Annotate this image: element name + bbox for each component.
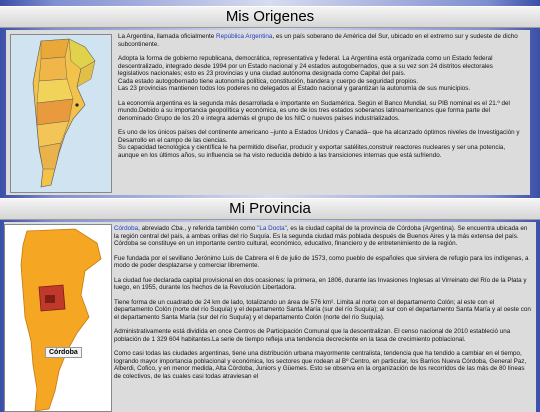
paragraph: Adopta la forma de gobierno republicana, democrática, representativa y federal. La Argentina está organizada como un Estado federal descentralizado, integrado desde 1994 por un Estado nacional y 24 estados autogobernados, que a su vez son 24 distritos electorales legislativos nacionales; esto es 23 provincias y una ciudad autónoma designada como Capital del país.	[118, 55, 493, 77]
text-span: , es la ciudad capital de la provincia de Córdoba (Argentina). Se encuentra ubicada en la región central del país, a ambas orillas del río Suquía. Es la segunda ciudad más poblada después de Buenos Aires y la más extensa del país. Córdoba se constituye en un importante centro cultural, económico, educativo, financiero y de entretenimiento de la región.	[114, 225, 528, 247]
origenes-text	[118, 33, 524, 159]
paragraph: Cada estado autogobernado tiene autonomía política, constitución, bandera y cuerpo de seguridad propios.	[118, 77, 419, 85]
cordoba-link[interactable]: Córdoba	[114, 225, 139, 232]
paragraph: Administrativamente está dividida en once Centros de Participación Comunal que la descentralizan. El censo nacional de 2010 estableció una población de 1 329 604 habitantes.La serie de tiempo refleja una tendencia decreciente en la tasa de crecimiento poblacional.	[114, 328, 511, 343]
provincia-text	[114, 225, 532, 387]
section-title: Mi Provincia	[229, 200, 311, 217]
section-title: Mis Origenes	[225, 8, 315, 25]
paragraph: Su capacidad tecnológica y científica le ha permitido diseñar, producir y exportar satélites,construir reactores nucleares y ser una potencia, aunque en los últimos años, su influencia se ha visto reducida debido a las transiciones internas que está sufriendo.	[118, 144, 506, 159]
paragraph: Fue fundada por el sevillano Jerónimo Luis de Cabrera el 6 de julio de 1573, como pueblo de españoles que sirviera de refugio para los indígenas, a modo de poder desplazarse y comerciar libremente.	[114, 254, 529, 269]
argentina-cordoba-map	[5, 225, 111, 411]
paragraph	[114, 225, 532, 248]
cordoba-map-label: Córdoba	[45, 347, 82, 358]
argentina-provinces-map	[11, 35, 111, 192]
paragraph: Las 23 provincias mantienen todos los poderes no delegados al Estado nacional y garantizan la autonomía de sus municipios.	[118, 85, 471, 92]
origenes-panel	[6, 30, 530, 195]
section-header-provincia	[0, 198, 540, 220]
paragraph: La ciudad fue declarada capital provisional en dos ocasiones: la primera, en 1806, durante las Invasiones Inglesas al Virreinato del Río de la Plata y luego, en 1955, durante los hechos de la Revolución Libertadora.	[114, 276, 527, 291]
cordoba-map-image	[4, 224, 112, 412]
text-span: , es un país soberano de América del Sur, ubicado en el extremo sur y sudeste de dicho subcontinente.	[118, 33, 518, 48]
text-span: , y referida también como	[184, 225, 258, 232]
republica-argentina-link[interactable]: República Argentina	[216, 33, 273, 40]
la-docta-link[interactable]: "La Docta"	[257, 225, 287, 232]
text-span: Cba.	[171, 225, 185, 232]
argentina-map-image	[10, 34, 112, 193]
paragraph: Tiene forma de un cuadrado de 24 km de lado, totalizando un área de 576 km². Limita al norte con el departamento Colón; al este con el departamento Colón (norte del río Suquía) y el departamento Santa María (sur del río Suquía); al sur con el departamento Santa María y al oeste con el departamento Santa María (sur del río Suquía) y el departamento Colón (norte del río Suquía).	[114, 298, 531, 321]
paragraph	[118, 33, 524, 48]
text-span: , abreviado	[138, 225, 172, 232]
paragraph: La economía argentina es la segunda más desarrollada e importante en Sudamérica. Según el Banco Mundial, su PIB nominal es el 21.º del mundo.Debido a su importancia geopolítica y económica, es uno de los tres estados soberanos latinoamericanos que forma parte del denominado Grupo de los 20 e integra además el grupo de los NIC o nuevos países industrializados.	[118, 99, 510, 122]
text-span: La Argentina, llamada oficialmente	[118, 33, 217, 40]
provincia-panel	[4, 222, 536, 412]
paragraph: Es uno de los únicos países del continente americano –junto a Estados Unidos y Canadá– que ha alcanzado óptimos niveles de Investigación y Desarrollo en el campo de las ciencias.	[118, 129, 520, 144]
section-header-origenes	[0, 6, 540, 28]
paragraph: Como casi todas las ciudades argentinas, tiene una distribución urbana mayormente centralista, tendencia que ha tendido a cambiar en el tiempo, logrando mayor importancia poblacional y económica, los sectores que rodean al Bº Centro, en particular, los Barrios Nueva Córdoba, General Paz, Alberdi, Cofico, y en menor medida, Alta Córdoba, Juniors y Güemes. Esto se observa en la organización de los recorridos de las más de 80 líneas de colectivos, de las cuales casi todas atraviesan el	[114, 350, 527, 380]
